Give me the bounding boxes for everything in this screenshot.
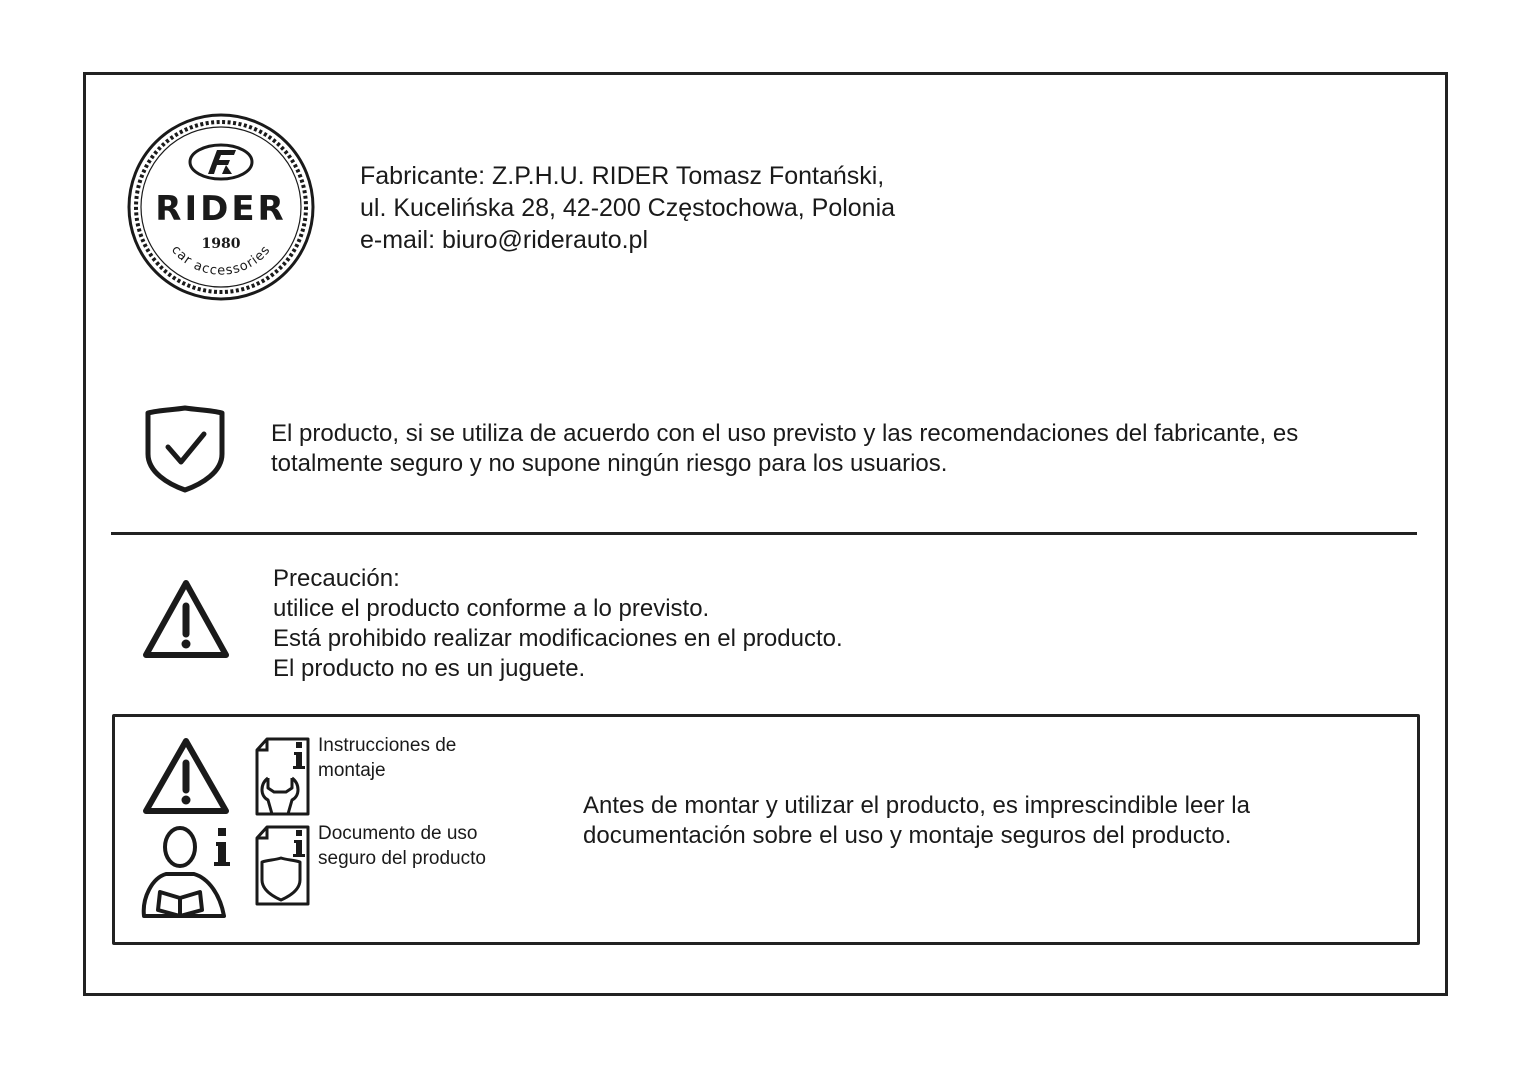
safety-statement: El producto, si se utiliza de acuerdo con el uso previsto y las recomendaciones del fabricante, es totalmente seguro y no supone ningún riesgo para los usuarios. [271, 420, 1299, 477]
document-wrench-icon [254, 736, 312, 816]
section-divider [111, 532, 1417, 535]
caution-block [273, 564, 843, 684]
logo-year-text: 1980 [201, 236, 241, 252]
rider-logo [126, 112, 316, 302]
manufacturer-info [360, 160, 895, 256]
shield-check-icon [142, 404, 228, 494]
reader-info-icon [138, 822, 234, 920]
safe-use-document-label: Documento de uso seguro del producto [318, 823, 486, 869]
notice-line: Antes de montar y utilizar el producto, es imprescindible leer la [583, 792, 1250, 819]
caution-title: Precaución: [273, 565, 400, 592]
manufacturer-email: e-mail: biuro@riderauto.pl [360, 226, 649, 254]
warning-triangle-icon [142, 578, 230, 660]
caution-line: El producto no es un juguete. [273, 655, 586, 682]
notice-line: documentación sobre el uso y montaje seguros del producto. [583, 822, 1232, 849]
caution-line: Está prohibido realizar modificaciones en el producto. [273, 625, 843, 652]
logo-tagline-text: car accessories [168, 242, 274, 279]
warning-triangle-icon [142, 736, 230, 816]
assembly-instructions-label: Instrucciones de montaje [318, 735, 457, 781]
notice-text [583, 791, 1303, 851]
manufacturer-name: Fabricante: Z.P.H.U. RIDER Tomasz Fontański, [360, 162, 885, 190]
logo-brand-text: RIDER [155, 189, 287, 229]
document-shield-icon [254, 824, 312, 906]
manufacturer-address: ul. Kucelińska 28, 42-200 Częstochowa, Polonia [360, 194, 896, 222]
caution-line: utilice el producto conforme a lo previsto. [273, 595, 710, 622]
